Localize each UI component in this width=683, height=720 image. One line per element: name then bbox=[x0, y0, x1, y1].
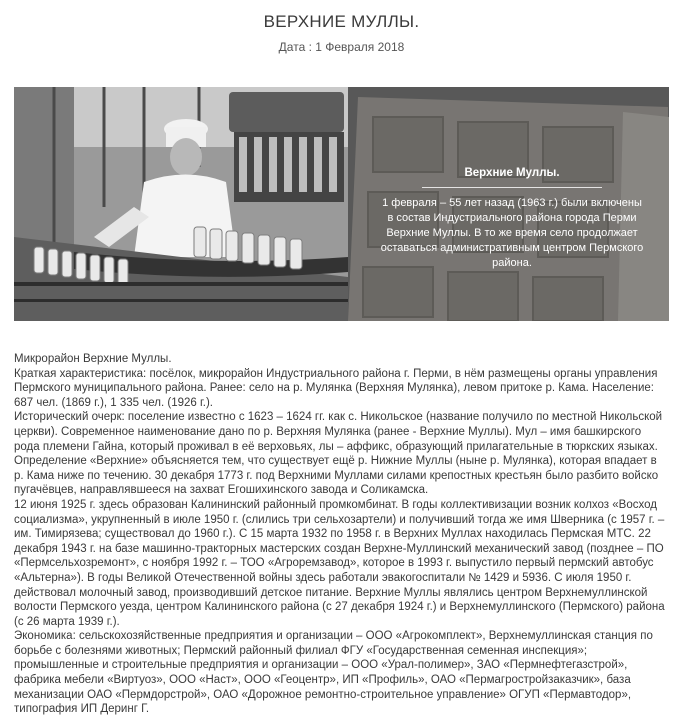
article-paragraph: Экономика: сельскохозяйственные предприятия и организации – ООО «Агрокомплект», Верхнемуллинская станция по борьбе с болезнями животных; Пермский районный филиал ФГУ «Государственная семенная инспекция»; промышленные и строительные предприятия и организации – ООО «Урал-полимер», ЗАО «Пермнефтегазстрой», фабрика мебели «Виртуоз», ООО «Наст», ООО «Геоцентр», ИП «Профиль», ОАО «Пермагростройзаказчик», база механизации ОАО «Пермдорстрой», ОАО «Дорожное ремонтно-строительное управление» ОГУП «Пермавтодор», типография ИП Деринг Г. bbox=[14, 630, 653, 716]
article-paragraph: Определение «Верхние» объясняется тем, что существует ещё р. Нижние Муллы (ныне р. Мулянка), которая впадает в р. Кама ниже по течению. 30 декабря 1773 г. под Верхними Муллами силами крепостных крестьян было разбито войско пугачёвцев, направлявшееся на захват Егошихинского завода и Соликамска. bbox=[14, 455, 659, 497]
factory-photo bbox=[14, 87, 348, 321]
caption-title: Верхние Муллы. bbox=[464, 167, 560, 179]
caption-content bbox=[378, 167, 646, 271]
article-paragraph: Микрорайон Верхние Муллы. bbox=[14, 353, 172, 365]
caption-divider bbox=[422, 187, 602, 188]
article-body bbox=[14, 352, 669, 717]
article-paragraph: Краткая характеристика: посёлок, микрорайон Индустриального района г. Перми, в нём размещены органы управления Пермского муниципального района. Ранее: село на р. Мулянка (Верхняя Мулянка), левом притоке р. Кама. Население: 687 чел. (1869 г.), 1 335 чел. (1926 г.). bbox=[14, 367, 658, 409]
hero-banner bbox=[14, 87, 669, 321]
page-title: ВЕРХНИЕ МУЛЛЫ. bbox=[263, 12, 420, 31]
article-paragraph: 12 июня 1925 г. здесь образован Калининский районный промкомбинат. В годы коллективизации возник колхоз «Восход социализма», укрупненный в июле 1950 г. (слились три сельхозартели) и получивший тогда же имя Шверника (с 1957 г. – им. Тимирязева; существовал до 1960 г.). С 15 марта 1932 по 1958 г. в Верхних Муллах находилась Пермская МТС. 22 декабря 1943 г. на базе машинно-тракторных мастерских создан Верхне-Муллинский механический завод (позднее – ПО «Пермсельхозремонт», с ноября 1992 г. – ТОО «Агроремзавод», которое в 1993 г. выпустило первый пермский автобус «Альтерна»). В годы Великой Отечественной войны здесь работали эвакогоспитали № 1429 и 5936. С июля 1950 г. действовал молочный завод, производивший детское питание. Верхние Муллы являлись центром Верхнемуллинской волости Пермского уезда, центром Калининского района (с 27 декабря 1924 г.) и Верхнемуллинского (Пермского) района (с 26 марта 1939 г.). bbox=[14, 498, 665, 628]
article-paragraph: Исторический очерк: поселение известно с 1623 – 1624 гг. как с. Никольское (название получило по местной Никольской церкви). Современное наименование дано по р. Верхняя Мулянка (ранее - Верхние Муллы). Мул – имя башкирского рода племени Гайна, который проживал в её верховьях, лы – аффикс, образующий прилагательные в тюркских языках. bbox=[14, 411, 663, 453]
publish-date: Дата : 1 Февраля 2018 bbox=[278, 40, 405, 54]
caption-card bbox=[348, 87, 669, 321]
factory-photo-illustration bbox=[14, 87, 348, 321]
caption-text: 1 февраля – 55 лет назад (1963 г.) были включены в состав Индустриального района города Перми Верхние Муллы. В то же время село продолжает оставаться административным центром Пермского района. bbox=[380, 197, 644, 269]
